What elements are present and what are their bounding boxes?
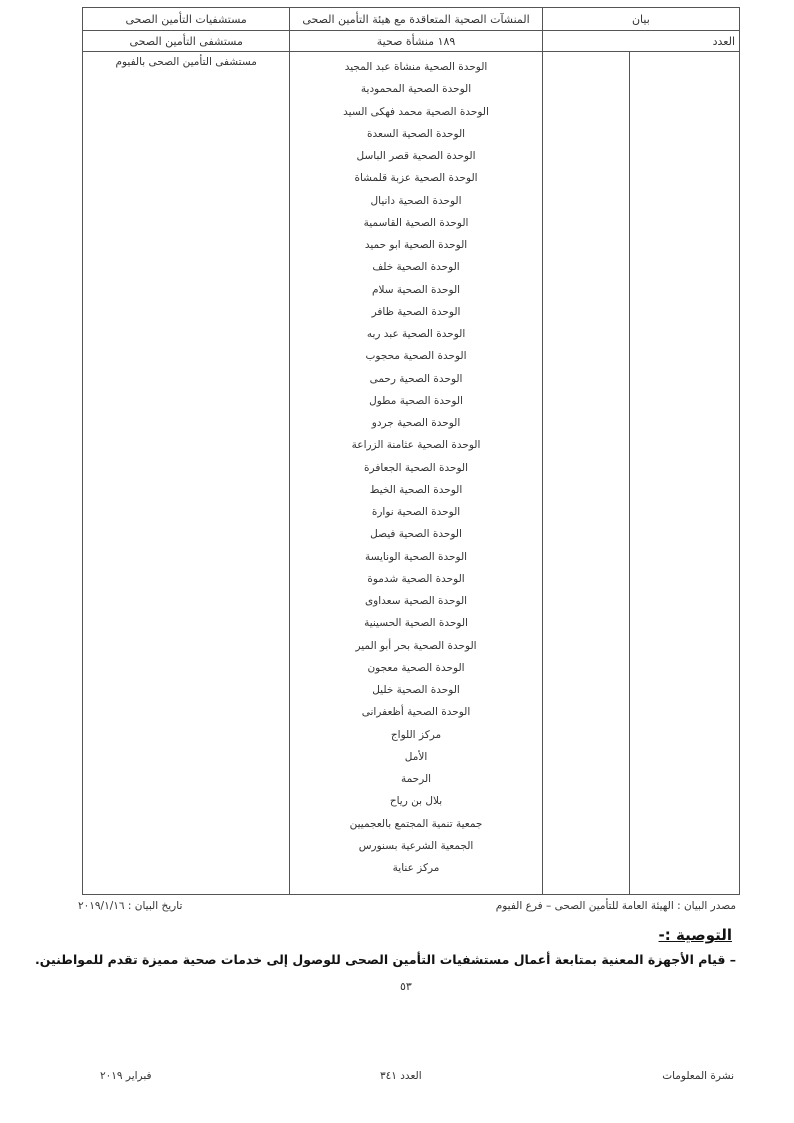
list-item: مركز عناية <box>392 862 440 874</box>
list-item: الوحدة الصحية سلام <box>371 283 461 296</box>
list-item: الوحدة الصحية شدموة <box>367 572 465 585</box>
list-item: الوحدة الصحية عثامنة الزراعة <box>351 439 481 452</box>
list-item: الجمعية الشرعية بسنورس <box>358 839 474 852</box>
list-item: الوحدة الصحية الجعافرة <box>364 461 469 474</box>
list-item: الرحمة <box>400 773 432 785</box>
list-item: الوحدة الصحية محمد فهكى السيد <box>343 105 489 118</box>
list-item: الوحدة الصحية ظافر <box>371 305 461 318</box>
list-item: الوحدة الصحية سعداوى <box>364 595 468 607</box>
list-item: الوحدة الصحية بحر أبو المير <box>355 639 477 652</box>
empty-cell-right <box>629 52 739 895</box>
list-item: الوحدة الصحية نوارة <box>371 506 461 518</box>
list-item: الوحدة الصحية فيصل <box>370 528 462 541</box>
empty-cell-left <box>542 52 629 895</box>
list-item: الوحدة الصحية رحمى <box>369 372 463 385</box>
count-hospitals: مستشفى التأمين الصحى <box>83 31 290 52</box>
recommendation-heading: التوصية :- <box>658 926 732 944</box>
count-label: العدد <box>542 31 739 52</box>
list-item: الوحدة الصحية محجوب <box>365 350 467 363</box>
list-item: الوحدة الصحية منشاة عبد المجيد <box>344 61 488 73</box>
list-item: الوحدة الصحية دانيال <box>370 194 462 207</box>
list-item: الوحدة الصحية عبد ربه <box>366 328 466 340</box>
count-contracted: ١٨٩ منشأة صحية <box>290 31 542 52</box>
list-item: الوحدة الصحية قصر الباسل <box>356 150 476 162</box>
list-item: الوحدة الصحية الخيط <box>369 483 463 496</box>
health-insurance-table <box>82 7 740 895</box>
list-item: الوحدة الصحية ابو حميد <box>364 239 468 251</box>
list-item: جمعية تنمية المجتمع بالعجميين <box>349 817 483 830</box>
data-date: تاريخ البيان : ٢٠١٩/١/١٦ <box>78 900 183 912</box>
header-contracted-facilities: المنشآت الصحية المتعاقدة مع هيئة التأمين الصحى <box>290 8 542 31</box>
header-hospitals: مستشفيات التأمين الصحى <box>83 8 290 31</box>
list-item: الوحدة الصحية الونايسة <box>364 550 468 563</box>
list-item: الوحدة الصحية أظعفرانى <box>361 706 471 719</box>
hospital-name: مستشفى التأمين الصحى بالفيوم <box>83 52 290 895</box>
list-item: الأمل <box>404 750 428 763</box>
contracted-facilities-list <box>290 52 541 879</box>
list-item: الوحدة الصحية الحسينية <box>364 617 468 630</box>
list-item: الوحدة الصحية خليل <box>372 684 460 696</box>
list-item: بلال بن رياح <box>389 795 443 808</box>
list-item: الوحدة الصحية السعدة <box>366 127 466 140</box>
list-item: الوحدة الصحية جردو <box>371 417 461 429</box>
list-item: الوحدة الصحية معجون <box>367 661 465 674</box>
recommendation-text: – قيام الأجهزة المعنية بمتابعة أعمال مستشفيات التأمين الصحى للوصول إلى خدمات صحية مميزة تقدم للمواطنين. <box>34 952 736 967</box>
list-item: الوحدة الصحية القاسمية <box>363 216 469 229</box>
footer-month: فبراير ٢٠١٩ <box>100 1070 152 1082</box>
list-item: الوحدة الصحية مطول <box>369 394 463 407</box>
data-source: مصدر البيان : الهيئة العامة للتأمين الصحى – فرع الفيوم <box>495 900 736 912</box>
list-item: الوحدة الصحية خلف <box>372 261 460 274</box>
contracted-list-cell <box>290 52 542 895</box>
footer-issue: العدد ٣٤١ <box>380 1070 422 1082</box>
header-bayan: بيان <box>542 8 739 31</box>
page-number: ٥٣ <box>400 980 412 993</box>
list-item: الوحدة الصحية المحمودية <box>360 83 472 96</box>
footer-publication: نشرة المعلومات <box>662 1070 734 1082</box>
list-item: مركز اللواج <box>390 728 442 741</box>
list-item: الوحدة الصحية عزبة قلمشاة <box>354 172 478 185</box>
